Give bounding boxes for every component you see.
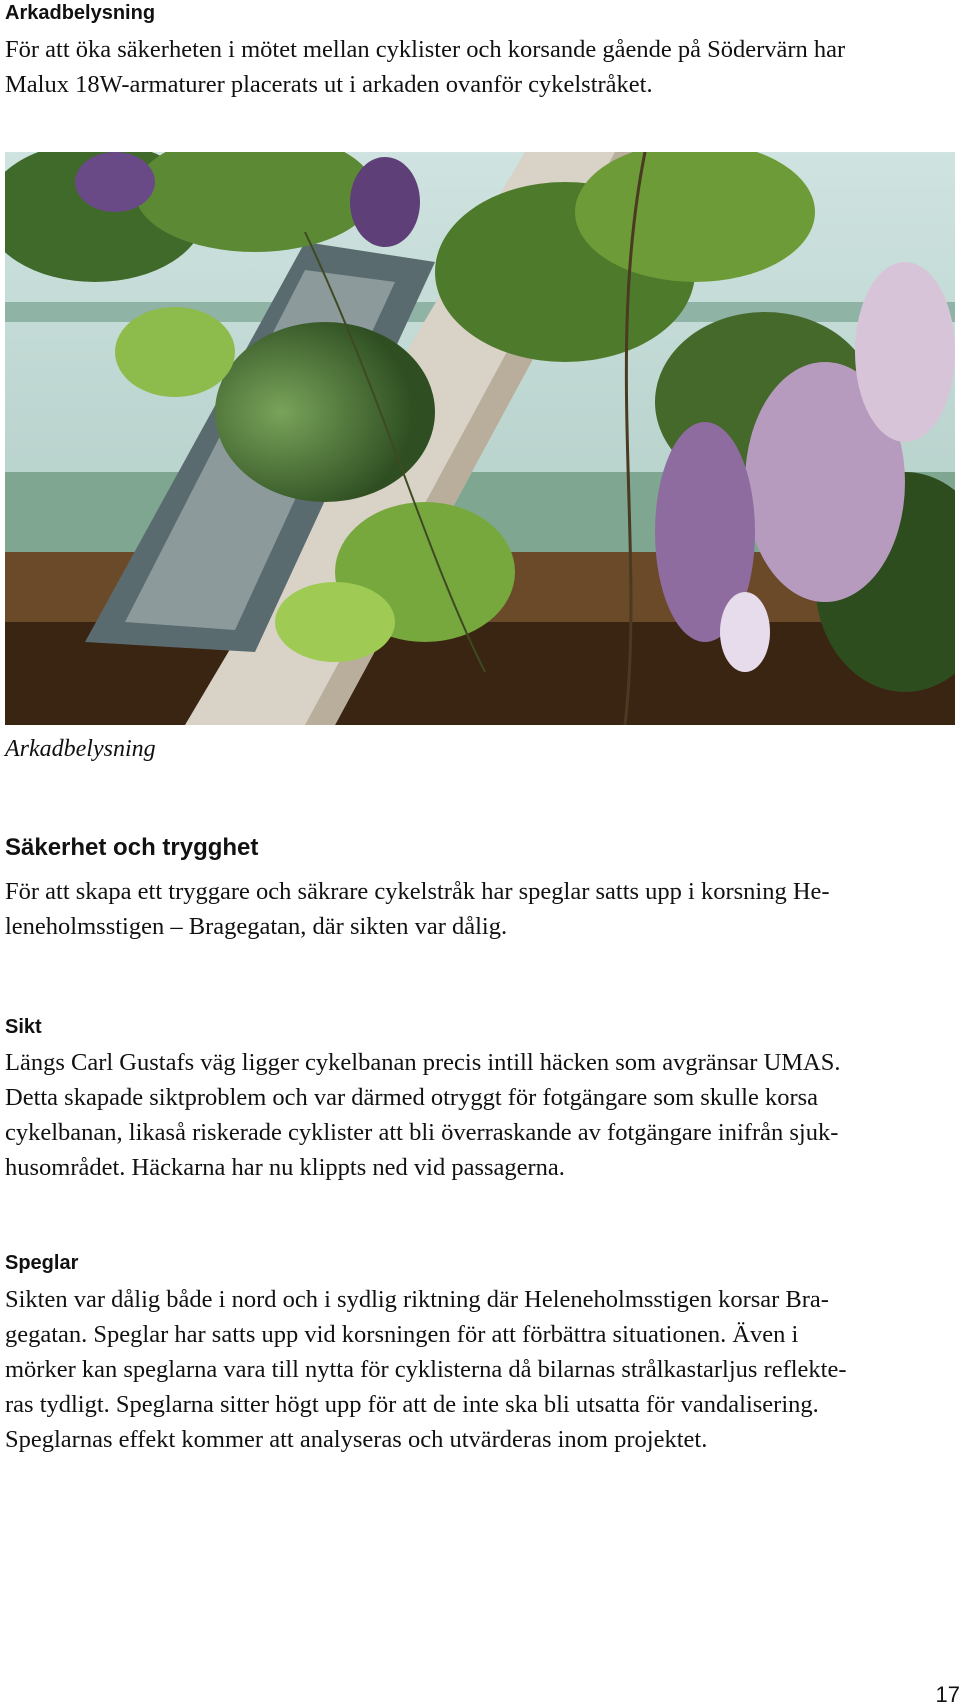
- section-heading-sikt: Sikt: [5, 1016, 42, 1038]
- intro-paragraph: [5, 32, 955, 102]
- paragraph-line: Detta skapade siktproblem och var därmed otryggt för fotgängare som skulle korsa: [5, 1084, 819, 1111]
- paragraph-line: ras tydligt. Speglarna sitter högt upp för att de inte ska bli utsatta för vandalisering.: [5, 1391, 819, 1418]
- paragraph-line: För att öka säkerheten i mötet mellan cyklister och korsande gående på Södervärn har: [5, 36, 846, 63]
- section-heading-sakerhet: Säkerhet och trygghet: [5, 834, 259, 861]
- sakerhet-paragraph: [5, 874, 955, 944]
- page-number: 17: [935, 1682, 960, 1707]
- speglar-paragraph: [5, 1282, 955, 1457]
- paragraph-line: För att skapa ett tryggare och säkrare cykelstråk har speglar satts upp i korsning He-: [5, 878, 830, 905]
- photo-wisteria-arcade-image: [5, 152, 955, 725]
- section-heading-speglar: Speglar: [5, 1252, 79, 1274]
- paragraph-line: Speglarnas effekt kommer att analyseras och utvärderas inom projektet.: [5, 1426, 708, 1453]
- paragraph-line: husområdet. Häckarna har nu klippts ned vid passagerna.: [5, 1154, 565, 1181]
- paragraph-line: cykelbanan, likaså riskerade cyklister att bli överraskande av fotgängare inifrån sjuk-: [5, 1119, 839, 1146]
- figure-caption: Arkadbelysning: [5, 736, 156, 762]
- paragraph-line: leneholmsstigen – Bragegatan, där sikten var dålig.: [5, 913, 508, 940]
- paragraph-line: Malux 18W-armaturer placerats ut i arkaden ovanför cykelstråket.: [5, 71, 653, 98]
- paragraph-line: gegatan. Speglar har satts upp vid korsningen för att förbättra situationen. Även i: [5, 1321, 799, 1348]
- paragraph-line: mörker kan speglarna vara till nytta för cyklisterna då bilarnas strålkastarljus reflekte-: [5, 1356, 847, 1383]
- paragraph-line: Längs Carl Gustafs väg ligger cykelbanan precis intill häcken som avgränsar UMAS.: [5, 1049, 841, 1076]
- sikt-paragraph: [5, 1045, 955, 1185]
- section-heading-arkadbelysning: Arkadbelysning: [5, 2, 156, 24]
- paragraph-line: Sikten var dålig både i nord och i sydlig riktning där Heleneholmsstigen korsar Bra-: [5, 1286, 829, 1313]
